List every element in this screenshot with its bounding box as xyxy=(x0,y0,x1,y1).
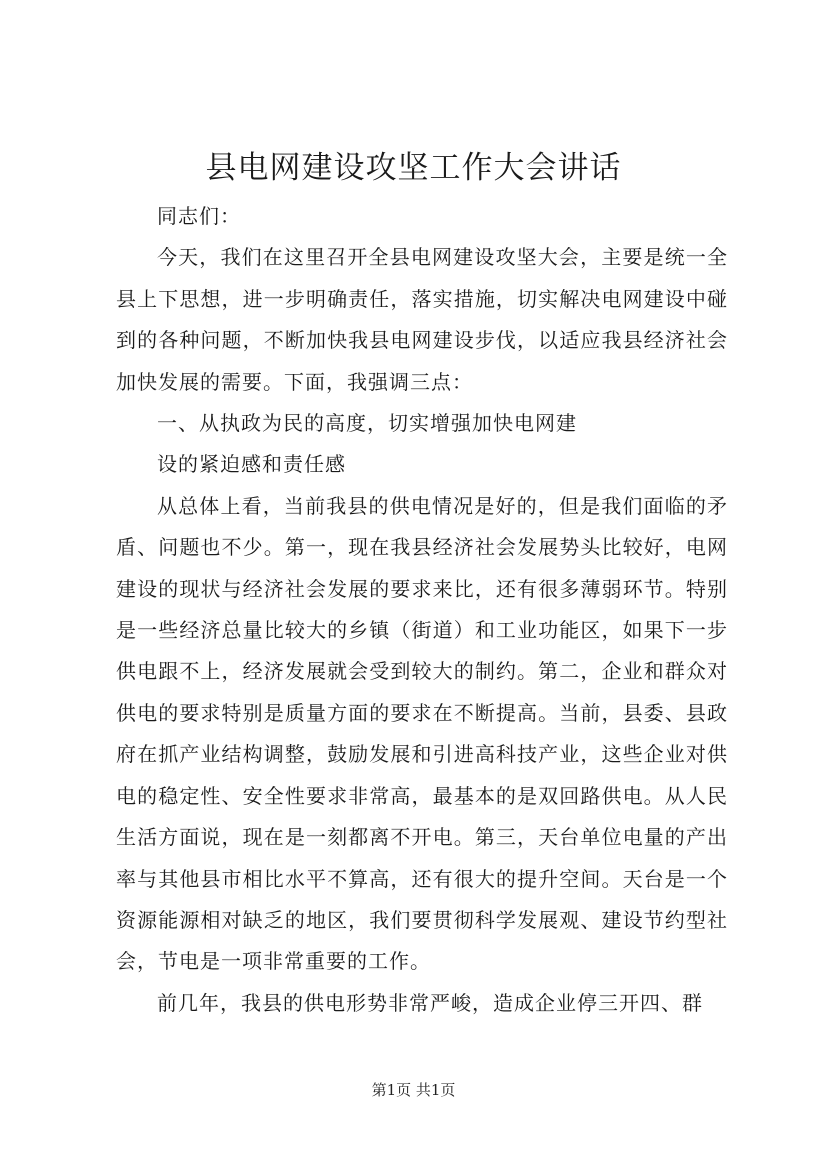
paragraph-intro: 今天，我们在这里召开全县电网建设攻坚大会，主要是统一全县上下思想，进一步明确责任，落实措施，切实解决电网建设中碰到的各种问题，不断加快我县电网建设步伐，以适应我县经济社会加快发展的需要。下面，我强调三点： xyxy=(116,245,728,394)
salutation: 同志们： xyxy=(157,204,241,228)
document-title: 县电网建设攻坚工作大会讲话 xyxy=(205,150,622,186)
page-footer: 第1页 共1页 xyxy=(371,1081,456,1099)
section-heading-1: 一、从执政为民的高度，切实增强加快电网建 xyxy=(157,411,577,436)
paragraph-overview: 从总体上看，当前我县的供电情况是好的，但是我们面临的矛盾、问题也不少。第一，现在我县经济社会发展势头比较好，电网建设的现状与经济社会发展的要求来比，还有很多薄弱环节。特别是一些经济总量比较大的乡镇（街道）和工业功能区，如果下一步供电跟不上，经济发展就会受到较大的制约。第二，企业和群众对供电的要求特别是质量方面的要求在不断提高。当前，县委、县政府在抓产业结构调整，鼓励发展和引进高科技产业，这些企业对供电的稳定性、安全性要求非常高，最基本的是双回路供电。从人民生活方面说，现在是一刻都离不开电。第三，天台单位电量的产出率与其他县市相比水平不算高，还有很大的提升空间。天台是一个资源能源相对缺乏的地区，我们要贯彻科学发展观、建设节约型社会，节电是一项非常重要的工作。 xyxy=(116,493,728,974)
section-heading-1-continued: 设的紧迫感和责任感 xyxy=(157,452,346,477)
paragraph-past-years: 前几年，我县的供电形势非常严峻，造成企业停三开四、群 xyxy=(157,990,703,1015)
document-body xyxy=(116,196,728,1024)
